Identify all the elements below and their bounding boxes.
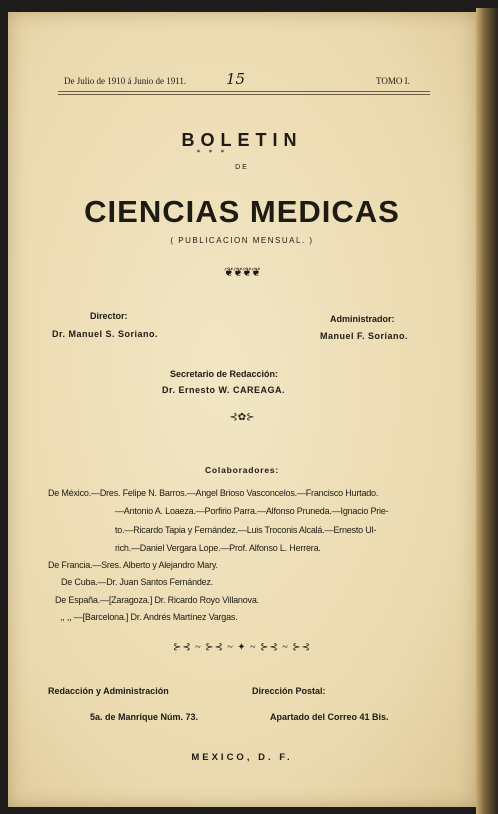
header-rule — [58, 91, 430, 92]
stars-ornament: * * * — [196, 148, 228, 157]
redaccion-address: 5a. de Manrique Núm. 73. — [90, 712, 199, 722]
postal-label: Dirección Postal: — [252, 686, 326, 696]
colaborador-line: rich.—Daniel Vergara Lope.—Prof. Alfonso L. Herrera. — [115, 543, 321, 553]
book-spine — [476, 8, 498, 814]
administrator-label: Administrador: — [330, 314, 395, 324]
colaborador-line: ,, ,, —[Barcelona.] Dr. Andrés Martínez Vargas. — [60, 612, 238, 622]
floral-ornament-icon: ❦❦❦❦ — [223, 265, 261, 279]
postal-address: Apartado del Correo 41 Bis. — [270, 712, 389, 722]
title-page — [8, 12, 476, 807]
redaccion-label: Redacción y Administración — [48, 686, 169, 696]
small-ornament-icon: ⊰✿⊱ — [229, 412, 255, 423]
colaborador-line: De España.—[Zaragoza.] Dr. Ricardo Royo Villanova. — [55, 595, 259, 605]
tomo-label: TOMO I. — [376, 76, 410, 86]
journal-title: CIENCIAS MEDICAS — [84, 194, 400, 229]
de-label: DE — [235, 164, 249, 171]
colaborador-line: De Cuba.—Dr. Juan Santos Fernández. — [61, 577, 214, 587]
divider-ornament-icon: ⊱⊰ ~ ⊱⊰ ~ ✦ ~ ⊱⊰ ~ ⊱⊰ — [172, 642, 312, 653]
secretary-name: Dr. Ernesto W. CAREAGA. — [162, 385, 286, 395]
colaboradores-heading: Colaboradores: — [204, 465, 280, 475]
city: MEXICO, D. F. — [191, 752, 293, 763]
director-name: Dr. Manuel S. Soriano. — [52, 329, 159, 339]
handwritten-volume-number: 15 — [226, 70, 246, 88]
header-rule-double — [58, 94, 430, 95]
publication-frequency: ( PUBLICACION MENSUAL. ) — [170, 236, 314, 245]
publication-dates: De Julio de 1910 á Junio de 1911. — [64, 76, 187, 86]
colaborador-line: —Antonio A. Loaeza.—Porfirio Parra.—Alfonso Pruneda.—Ignacio Prie- — [115, 506, 389, 516]
administrator-name: Manuel F. Soriano. — [320, 331, 409, 341]
colaborador-line: De México.—Dres. Felipe N. Barros.—Angel Brioso Vasconcelos.—Francisco Hurtado. — [48, 488, 379, 498]
colaborador-line: De Francia.—Sres. Alberto y Alejandro Mary. — [48, 560, 218, 570]
boletin-heading: BOLETIN — [181, 130, 303, 150]
secretary-label: Secretario de Redacción: — [170, 369, 279, 379]
colaborador-line: to.—Ricardo Tapia y Fernández.—Luis Troconis Alcalá.—Ernesto Ul- — [115, 525, 377, 535]
director-label: Director: — [90, 311, 128, 321]
